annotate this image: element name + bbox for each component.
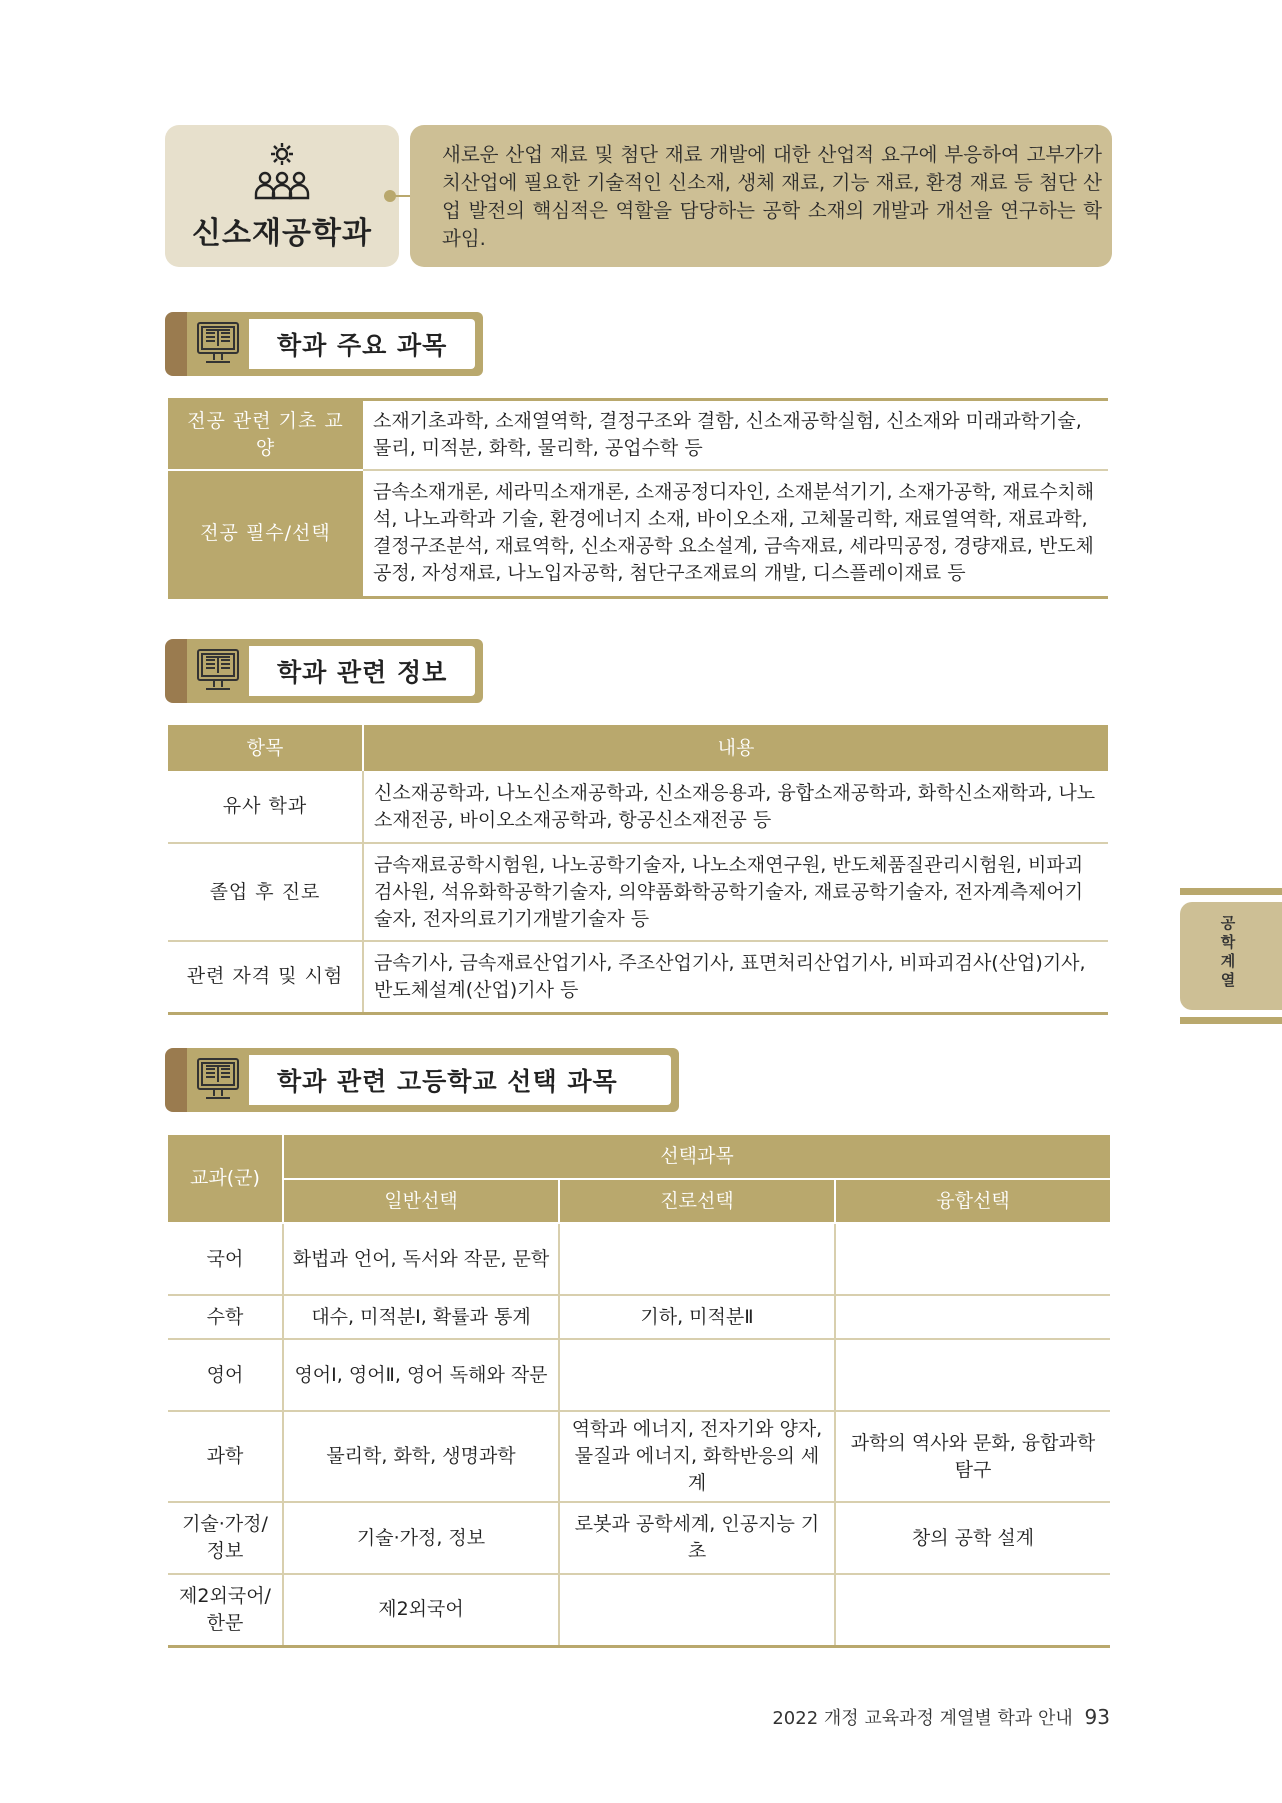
column-header: 융합선택 (835, 1179, 1110, 1223)
fusion-cell: 창의 공학 설계 (835, 1502, 1110, 1574)
table-row (168, 400, 1108, 470)
career-cell (559, 1339, 835, 1411)
table-row (168, 1574, 1110, 1646)
monitor-book-icon (193, 1056, 243, 1104)
career-cell: 기하, 미적분Ⅱ (559, 1295, 835, 1339)
table-row (168, 1339, 1110, 1411)
side-tab-label: 공학 계열 (1220, 914, 1236, 989)
side-tab (1180, 888, 1282, 1024)
table-row (168, 771, 1108, 843)
row-content: 금속기사, 금속재료산업기사, 주조산업기사, 표면처리산업기사, 비파괴검사(산업)기사, 반도체설계(산업)기사 등 (374, 951, 1086, 1001)
career-cell: 로봇과 공학세계, 인공지능 기초 (559, 1502, 835, 1574)
subject-cell: 제2외국어/한문 (179, 1584, 271, 1634)
monitor-book-icon (193, 320, 243, 368)
page-footer (772, 1704, 1110, 1730)
career-cell (559, 1574, 835, 1646)
column-header: 진로선택 (559, 1179, 835, 1223)
subject-cell: 과학 (168, 1411, 283, 1502)
table-header-row (168, 1135, 1110, 1179)
page-number: 93 (1084, 1705, 1110, 1729)
table-row (168, 470, 1108, 598)
table-row (168, 843, 1108, 941)
column-header: 내용 (363, 725, 1108, 771)
table-row (168, 1502, 1110, 1574)
section-header-highschool (165, 1048, 679, 1112)
row-label: 전공 관련 기초 교양 (168, 400, 363, 470)
general-cell: 제2외국어 (283, 1574, 559, 1646)
section-header-info (165, 639, 483, 703)
general-cell: 물리학, 화학, 생명과학 (283, 1411, 559, 1502)
career-cell (559, 1223, 835, 1295)
subject-cell: 수학 (168, 1295, 283, 1339)
table-row (168, 1411, 1110, 1502)
row-content: 금속재료공학시험원, 나노공학기술자, 나노소재연구원, 반도체품질관리시험원, 비파괴검사원, 석유화학공학기술자, 의약품화학공학기술자, 재료공학기술자, 전자계측제어기술자, 전자의료기기개발기술자 등 (363, 843, 1108, 941)
courses-table (168, 398, 1108, 599)
highschool-subjects-table (168, 1135, 1110, 1648)
monitor-book-icon (193, 647, 243, 695)
department-description: 새로운 산업 재료 및 첨단 재료 개발에 대한 산업적 요구에 부응하여 고부가가치산업에 필요한 기술적인 신소재, 생체 재료, 기능 재료, 환경 재료 등 첨단 산업 발전의 핵심적은 역할을 담당하는 공학 소재의 개발과 개선을 연구하는 학과임. (410, 125, 1112, 267)
footer-text: 2022 개정 교육과정 계열별 학과 안내 (772, 1708, 1073, 1729)
department-card (165, 125, 399, 267)
table-row (168, 1223, 1110, 1295)
subject-cell: 기술·가정/정보 (168, 1502, 283, 1574)
section-title-info: 학과 관련 정보 (277, 658, 448, 687)
section-title-highschool: 학과 관련 고등학교 선택 과목 (277, 1067, 618, 1096)
section-header-courses (165, 312, 483, 376)
table-header-row (168, 1179, 1110, 1223)
row-content: 소재기초과학, 소재열역학, 결정구조와 결함, 신소재공학실험, 신소재와 미래과학기술, 물리, 미적분, 화학, 물리학, 공업수학 등 (363, 400, 1108, 470)
row-label: 관련 자격 및 시험 (168, 941, 363, 1013)
fusion-cell (835, 1223, 1110, 1295)
subject-cell: 국어 (168, 1223, 283, 1295)
table-row (168, 1295, 1110, 1339)
row-content: 금속소재개론, 세라믹소재개론, 소재공정디자인, 소재분석기기, 소재가공학, 재료수치해석, 나노과학과 기술, 환경에너지 소재, 바이오소재, 고체물리학, 재료열역학, 재료과학, 결정구조분석, 재료역학, 신소재공학 요소설계, 금속재료, 세라믹공정, 경량재료, 반도체공정, 자성재료, 나노입자공학, 첨단구조재료의 개발, 디스플레이재료 등 (373, 481, 1095, 585)
column-header: 항목 (168, 725, 363, 771)
career-cell: 역학과 에너지, 전자기와 양자, 물질과 에너지, 화학반응의 세계 (559, 1411, 835, 1502)
table-header-row (168, 725, 1108, 771)
column-header: 일반선택 (283, 1179, 559, 1223)
table-row (168, 941, 1108, 1013)
column-header-subject: 교과(군) (168, 1135, 283, 1223)
fusion-cell: 과학의 역사와 문화, 융합과학 탐구 (835, 1411, 1110, 1502)
general-cell: 기술·가정, 정보 (283, 1502, 559, 1574)
fusion-cell (835, 1295, 1110, 1339)
row-label: 유사 학과 (168, 771, 363, 843)
row-content: 신소재공학과, 나노신소재공학과, 신소재응용과, 융합소재공학과, 화학신소재학과, 나노소재전공, 바이오소재공학과, 항공신소재전공 등 (363, 771, 1108, 843)
department-title: 신소재공학과 (192, 216, 372, 251)
section-title-courses: 학과 주요 과목 (277, 331, 448, 360)
general-cell: 대수, 미적분Ⅰ, 확률과 통계 (283, 1295, 559, 1339)
fusion-cell (835, 1574, 1110, 1646)
fusion-cell (835, 1339, 1110, 1411)
row-label: 전공 필수/선택 (168, 470, 363, 598)
column-header-group: 선택과목 (283, 1135, 1110, 1179)
subject-cell: 영어 (168, 1339, 283, 1411)
info-table (168, 725, 1108, 1015)
general-cell: 영어Ⅰ, 영어Ⅱ, 영어 독해와 작문 (283, 1339, 559, 1411)
general-cell: 화법과 언어, 독서와 작문, 문학 (283, 1223, 559, 1295)
row-label: 졸업 후 진로 (168, 843, 363, 941)
people-gear-icon (251, 140, 313, 202)
